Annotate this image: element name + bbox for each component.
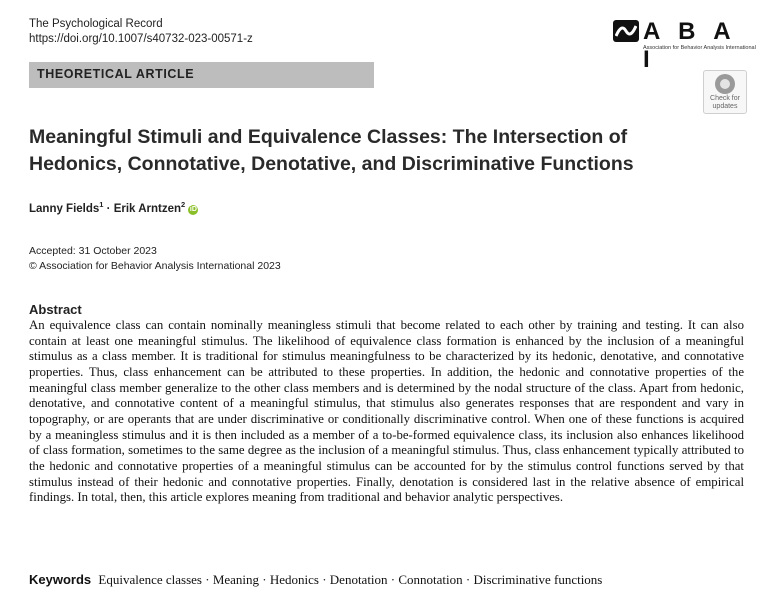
author-name[interactable]: Erik Arntzen [113, 202, 182, 215]
abstract-heading: Abstract [29, 302, 82, 317]
copyright-notice: © Association for Behavior Analysis International 2023 [29, 260, 281, 272]
check-for-updates-button[interactable] [703, 70, 747, 114]
author-affiliation: 2 [181, 200, 186, 209]
article-type-label: THEORETICAL ARTICLE [37, 67, 195, 81]
author-list [29, 200, 198, 215]
journal-name: The Psychological Record [29, 18, 163, 30]
abai-logo-icon [613, 20, 639, 42]
author-separator: · [106, 202, 111, 215]
journal-header [29, 17, 253, 47]
abai-logo-letters: A B A I [643, 18, 736, 73]
accepted-date: Accepted: 31 October 2023 [29, 245, 157, 257]
check-updates-label: Check for updates [710, 95, 740, 110]
orcid-icon[interactable]: iD [189, 205, 197, 213]
abai-logo-subtitle: Association for Behavior Analysis International [643, 45, 756, 51]
author-name[interactable]: Lanny Fields [29, 202, 100, 215]
article-title: Meaningful Stimuli and Equivalence Classes: The Intersection of Hedonics, Connotative, Denotative, and Discriminative Functions [29, 126, 634, 175]
abai-logo [613, 18, 756, 73]
author-affiliation: 1 [99, 200, 104, 209]
article-meta [29, 244, 281, 274]
abstract-text: An equivalence class can contain nominally meaningless stimuli that become related to each other by training and testing. It can also contain at least one meaningful stimulus. The likelihood of equivalence class formation is enhanced by the inclusion of a meaningful stimulus as a class member. It is traditional for stimulus meaningfulness to be characterized by its hedonic, denotative, and connotative properties. Thus, class enhancement can be attributed to these properties. In addition, the hedonic and connotative properties of the meaningful class member generalize to the other class members and is determined by the nodal structure of the class. Apart from hedonic, denotative, and connotative content of a meaningful stimulus, that stimulus also generates responses that are respondent and vary in topography, or are operants that are under discriminative or conditionally discriminative control. When one of these functions is acquired by a meaningless stimulus and it is then included as a member of a to-be-formed equivalence class, its inclusion also enhances likelihood of class formation, sometimes to the same degree as the inclusion of a meaningful stimulus. Thus, class enhancement typically attributed to the hedonic and connotative properties of a meaningful stimulus can be accounted for by the stimulus control functions served by that stimulus instead of their hedonic and connotative properties. Finally, denotation is considered last in the relative absence of empirical findings. In total, then, this article explores meaning from traditional and behavior analytic perspectives. [29, 318, 744, 505]
article-type-banner [29, 62, 374, 88]
keywords-text: Equivalence classes · Meaning · Hedonics · Denotation · Connotation · Discriminative functions [98, 572, 603, 587]
keywords-line [29, 572, 602, 588]
doi-link[interactable]: https://doi.org/10.1007/s40732-023-00571-z [29, 33, 253, 45]
keywords-label: Keywords [29, 572, 92, 587]
check-updates-icon [715, 74, 735, 94]
